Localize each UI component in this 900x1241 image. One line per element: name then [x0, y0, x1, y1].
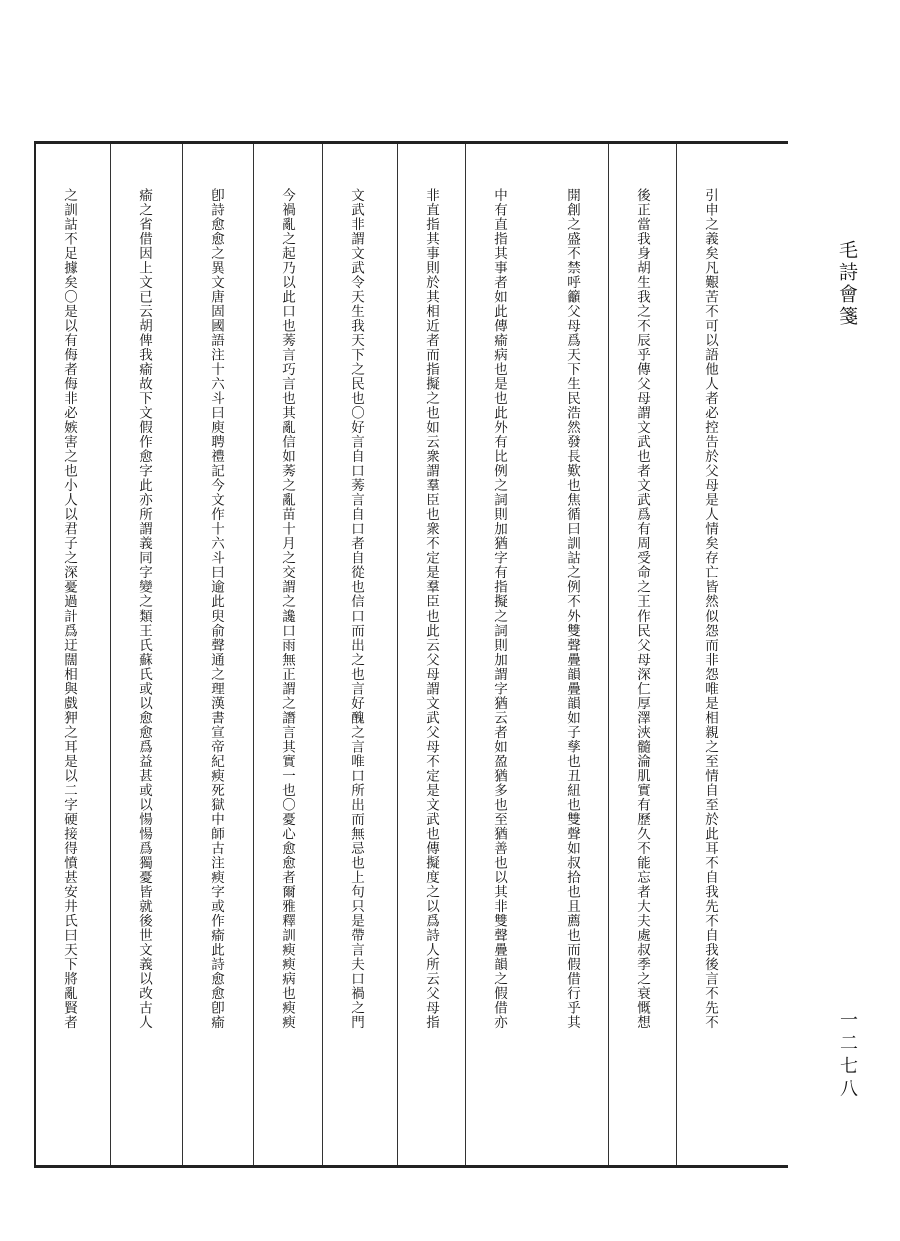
text-line: 外雙聲疊韻疊韻如子孳也丑紐也雙聲如叔拾也且薦也而假借行乎其: [564, 608, 580, 1029]
text-line: 開創之盛不禁呼籲父母爲天下生民浩然發長歎也焦循曰訓詁之例不: [564, 188, 580, 609]
text-column-3: [539, 144, 608, 1165]
text-line: 似怨而非怨唯是相親之至情自至於此耳不自我先不自我後言不先不: [702, 608, 718, 1029]
text-column-9: [110, 144, 182, 1165]
text-line: 臾俞聲通之理漢書宣帝紀瘐死獄中師古注瘐字或作瘉此詩愈愈卽瘉: [208, 608, 224, 1029]
text-line: 文武非謂文武令天生我天下之民也〇好言自口莠言自口者自從也信: [348, 188, 364, 609]
text-line: 後正當我身胡生我之不辰乎傳父母謂文武也者文武爲有周受命之王: [634, 188, 650, 609]
text-column-5: [397, 144, 465, 1165]
text-line: 中有直指其事者如此傳瘉病也是也此外有比例之詞則加猶字有指擬: [491, 188, 507, 609]
text-line: 也此云父母謂文武父母不定是文武也傳擬度之以爲詩人所云父母指: [423, 608, 439, 1029]
text-column-10: [36, 144, 110, 1165]
text-column-8: [182, 144, 253, 1165]
text-line: 類王氏蘇氏或以愈愈爲益甚或以愓愓爲獨憂皆就後世文義以改古人: [136, 608, 152, 1029]
text-line: 引申之義矣凡艱苦不可以語他人者必控告於父母是人情矣存亡皆然: [702, 188, 718, 609]
text-line: 讒口雨無正謂之譖言其實一也〇憂心愈愈者爾雅釋訓瘐瘐病也瘐瘐: [279, 608, 295, 1029]
margin-title: 毛詩會箋: [836, 240, 858, 328]
text-column-2: [608, 144, 676, 1165]
text-column-4: [465, 144, 539, 1165]
text-line: 卽詩愈愈之異文唐固國語注十六斗曰庾聘禮記今文作十六斗曰逾此: [208, 188, 224, 609]
text-column-1: [676, 144, 751, 1165]
text-line: 非直指其事則於其相近者而指擬之也如云衆謂羣臣也衆不定是羣臣: [423, 188, 439, 609]
text-column-6: [322, 144, 397, 1165]
page-number: 一二七八: [837, 1010, 858, 1102]
text-line: 瘉之省借因上文已云胡俾我瘉故下文假作愈字此亦所謂義同字變之: [136, 188, 152, 609]
text-line: 之訓詁不足據矣〇是以有侮者侮非必嫉害之也小人以君子之深憂過: [61, 188, 77, 609]
text-frame: [34, 141, 788, 1168]
text-line: 口而出之也言好醜之言唯口所出而無忌也上句只是帶言夫口禍之門: [348, 608, 364, 1029]
text-line: 之詞則加謂字猶云者如盈猶多也至猶善也以其非雙聲疊韻之假借亦: [491, 608, 507, 1029]
text-line: 今禍亂之起乃以此口也莠言巧言也其亂信如莠之亂苗十月之交謂之: [279, 188, 295, 609]
text-line: 作民父母深仁厚澤浹髓淪肌實有歷久不能忘者大夫處叔季之衰慨想: [634, 608, 650, 1029]
text-column-7: [253, 144, 322, 1165]
text-line: 計爲迂闊相與戲狎之耳是以二字硬接得憤甚安井氏曰天下將亂賢者: [61, 608, 77, 1029]
